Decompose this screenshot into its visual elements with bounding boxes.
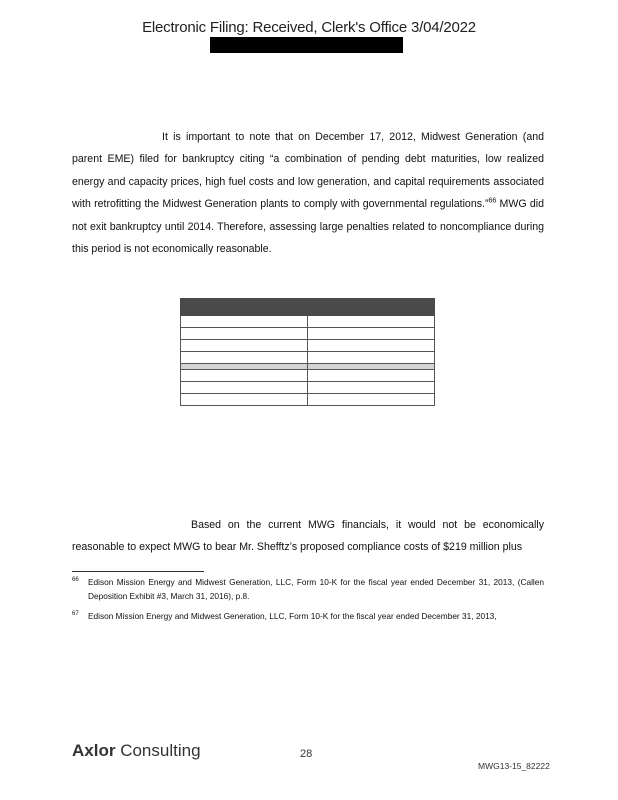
- table-header-cell: [181, 299, 308, 316]
- brand-name-bold: Axlor: [72, 741, 116, 760]
- footnote-text: Edison Mission Energy and Midwest Generation, LLC, Form 10-K for the fiscal year ended December 31, 2013,: [88, 611, 497, 621]
- table-row: [181, 394, 435, 406]
- page-number: 28: [300, 748, 313, 760]
- table-cell: [181, 340, 308, 352]
- financial-table: [180, 298, 435, 406]
- brand-name-rest: Consulting: [115, 741, 201, 760]
- table-header-cell: [308, 299, 435, 316]
- footnote-66: [72, 575, 544, 603]
- table-cell: [308, 382, 435, 394]
- table-cell: [181, 394, 308, 406]
- table-cell: [308, 340, 435, 352]
- footer-brand-logo: [72, 741, 201, 761]
- paragraph-1-text: It is important to note that on December 17, 2012, Midwest Generation (and parent EME) filed for bankruptcy citing “a combination of pending debt maturities, low realized energy and capacity prices, high fuel costs and low generation, and capital requirements associated with retrofitting the Midwest Generation plants to comply with governmental regulations.”: [72, 130, 544, 211]
- table-row: [181, 370, 435, 382]
- redaction-bar: [210, 37, 403, 53]
- table-cell: [181, 328, 308, 340]
- paragraph-1-continuation: MWG did not exit bankruptcy until 2014. Therefore, assessing large penalties related to noncompliance during this period is not economically reasonable.: [72, 198, 544, 256]
- table-cell: [308, 394, 435, 406]
- table-cell: [181, 382, 308, 394]
- table-cell: [308, 352, 435, 364]
- table-row: [181, 340, 435, 352]
- footnote-number: 67: [72, 611, 79, 617]
- table-cell: [181, 316, 308, 328]
- table-row: [181, 328, 435, 340]
- table-cell: [308, 370, 435, 382]
- footnote-divider: [72, 571, 204, 572]
- table-row: [181, 382, 435, 394]
- bates-number: MWG13-15_82222: [478, 761, 550, 771]
- table-row: [181, 316, 435, 328]
- paragraph-2-text: Based on the current MWG financials, it would not be economically reasonable to expect MWG to bear Mr. Shefftz’s proposed compliance costs of $219 million plus: [72, 518, 544, 554]
- footnote-number: 66: [72, 577, 79, 583]
- table-cell: [181, 370, 308, 382]
- footnote-text: Edison Mission Energy and Midwest Generation, LLC, Form 10-K for the fiscal year ended December 31, 2013, (Callen Deposition Exhibit #3, March 31, 2016), p.8.: [88, 577, 544, 601]
- table-row: [181, 352, 435, 364]
- filing-stamp: Electronic Filing: Received, Clerk's Office 3/04/2022: [142, 19, 476, 36]
- footnote-67: [72, 609, 544, 623]
- footnote-ref-66[interactable]: 66: [488, 197, 497, 205]
- paragraph-bankruptcy: [72, 126, 544, 261]
- table-header-row: [181, 299, 435, 316]
- paragraph-compliance-costs: [72, 514, 544, 559]
- table-cell: [308, 328, 435, 340]
- table-cell: [181, 352, 308, 364]
- table-cell: [308, 316, 435, 328]
